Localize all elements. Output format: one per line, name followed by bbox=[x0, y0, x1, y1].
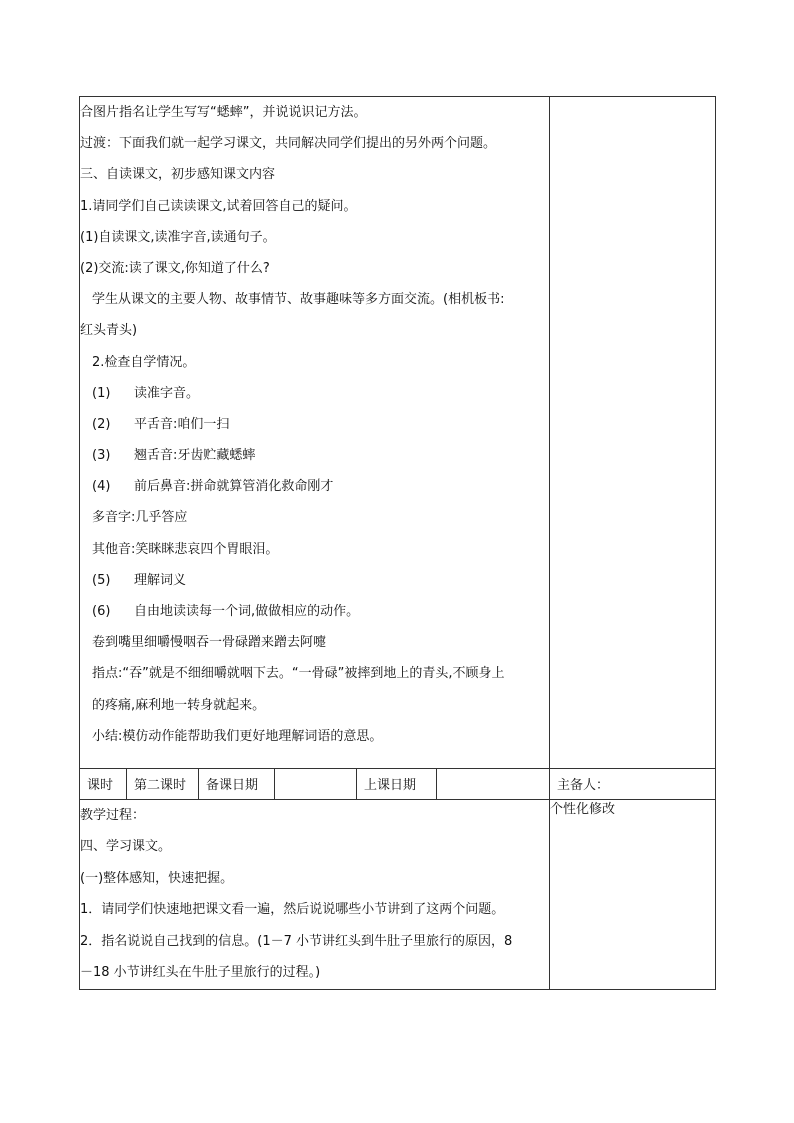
text-line: 红头青头) bbox=[80, 323, 138, 339]
numbered-item: (1) 读准字音。 bbox=[92, 385, 200, 401]
lower-content-cell bbox=[80, 799, 550, 989]
prep-date-value-cell bbox=[275, 768, 357, 799]
lower-row bbox=[80, 799, 716, 989]
text-line: 2．指名说说自己找到的信息。(1－7 小节讲红头到牛肚子里旅行的原因，8 bbox=[80, 933, 513, 949]
text-line: 卷到嘴里细嚼慢咽吞一骨碌蹭来蹭去阿嚏 bbox=[92, 635, 327, 651]
text-line: 的疼痛,麻利地一转身就起来。 bbox=[92, 697, 266, 713]
text-line: (一)整体感知，快速把握。 bbox=[80, 870, 234, 886]
text-line: 小结:模仿动作能帮助我们更好地理解词语的意思。 bbox=[92, 728, 383, 744]
text-line: 其他音:笑眯眯悲哀四个胃眼泪。 bbox=[92, 541, 279, 557]
text-line: 指点:“吞”就是不细细嚼就咽下去。“一骨碌”被摔到地上的青头,不顾身上 bbox=[92, 666, 505, 682]
numbered-item: (5) 理解词义 bbox=[92, 572, 187, 588]
upper-notes-cell bbox=[550, 97, 716, 769]
upper-content-cell bbox=[80, 97, 550, 769]
text-line: 1．请同学们快速地把课文看一遍，然后说说哪些小节讲到了这两个问题。 bbox=[80, 902, 505, 918]
meta-row bbox=[80, 768, 716, 799]
text-line: (2)交流:读了课文,你知道了什么? bbox=[80, 260, 270, 276]
text-line: (1)自读课文,读准字音,读通句子。 bbox=[80, 229, 276, 245]
preparer-cell: 主备人： bbox=[550, 768, 716, 799]
period-label-cell: 课时 bbox=[80, 768, 127, 799]
text-line: 教学过程： bbox=[80, 807, 146, 823]
numbered-item: (3) 翘舌音:牙齿贮藏蟋蟀 bbox=[92, 448, 256, 464]
text-line: 学生从课文的主要人物、故事情节、故事趣味等多方面交流。(相机板书: bbox=[92, 292, 505, 308]
text-line: 合图片指名让学生写写“蟋蟀”，并说说识记方法。 bbox=[80, 105, 367, 120]
text-line: 多音字:几乎答应 bbox=[92, 510, 188, 526]
class-date-value-cell bbox=[437, 768, 550, 799]
prep-date-label-cell: 备课日期 bbox=[199, 768, 275, 799]
numbered-item: (6) 自由地读读每一个词,做做相应的动作。 bbox=[92, 604, 360, 619]
period-value-cell: 第二课时 bbox=[127, 768, 199, 799]
class-date-label-cell: 上课日期 bbox=[357, 768, 437, 799]
section-heading: 四、学习课文。 bbox=[80, 839, 172, 855]
text-line: 过渡：下面我们就一起学习课文，共同解决同学们提出的另外两个问题。 bbox=[80, 136, 497, 152]
numbered-item: (2) 平舌音:咱们一扫 bbox=[92, 416, 230, 432]
section-heading: 三、自读课文，初步感知课文内容 bbox=[80, 167, 276, 183]
text-line: 1.请同学们自己读读课文,试着回答自己的疑问。 bbox=[80, 198, 357, 214]
personalized-edit-cell: 个性化修改 bbox=[550, 799, 716, 989]
text-line: 2.检查自学情况。 bbox=[92, 354, 196, 370]
numbered-item: (4) 前后鼻音:拼命就算管消化救命刚才 bbox=[92, 479, 334, 495]
lesson-plan-table bbox=[79, 96, 716, 990]
text-line: －18 小节讲红头在牛肚子里旅行的过程。) bbox=[80, 965, 321, 981]
upper-row bbox=[80, 97, 716, 769]
